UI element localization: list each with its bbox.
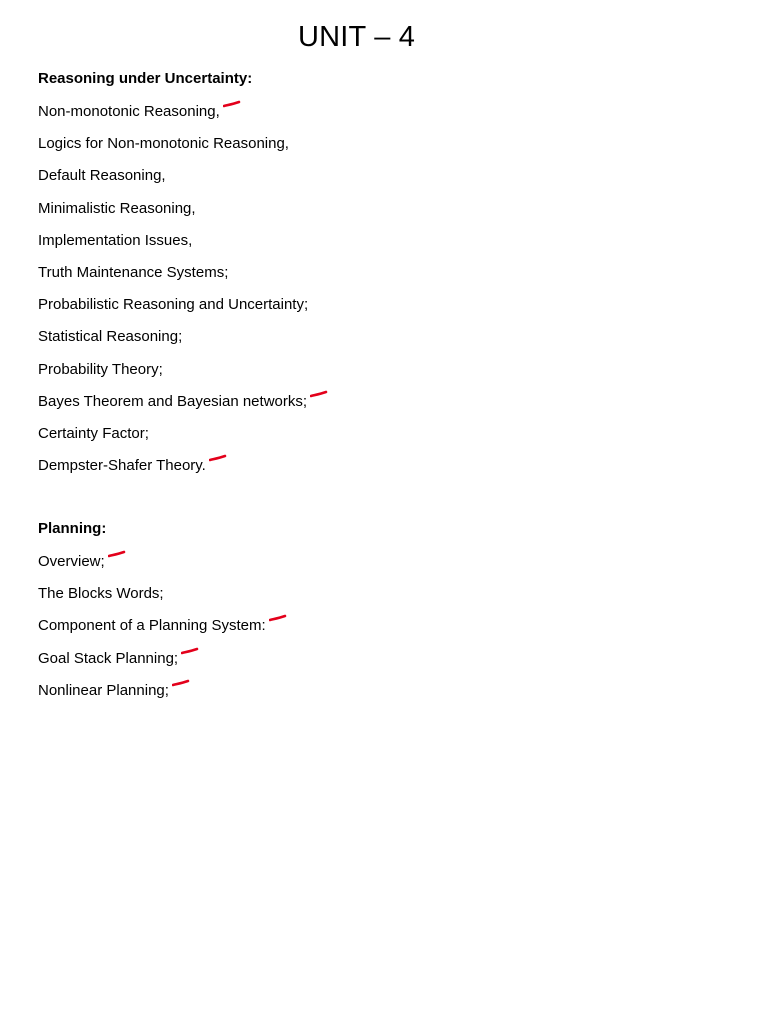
topic-text: Overview; — [38, 553, 105, 570]
list-item — [38, 321, 328, 353]
red-tick-mark-icon — [310, 390, 328, 398]
list-item — [38, 160, 328, 192]
topic-text: Goal Stack Planning; — [38, 649, 179, 667]
topic-text: Certainty Factor; — [38, 424, 149, 442]
section-heading: Reasoning under Uncertainty: — [38, 70, 253, 87]
page-title: UNIT – 4 — [298, 21, 416, 53]
list-item — [38, 289, 328, 321]
topic-list — [38, 546, 287, 707]
list-item — [38, 257, 328, 289]
list-item — [38, 354, 328, 386]
topic-text: Truth Maintenance Systems; — [38, 263, 229, 281]
red-tick-mark-icon — [223, 100, 241, 108]
list-item — [38, 546, 287, 578]
list-item — [38, 96, 328, 128]
topic-text: Dempster-Shafer Theory. — [38, 457, 206, 475]
list-item — [38, 643, 287, 675]
list-item — [38, 193, 328, 225]
list-item — [38, 610, 287, 642]
topic-text: Logics for Non-monotonic Reasoning, — [38, 135, 289, 153]
topic-text: Component of a Planning System: — [38, 617, 266, 635]
topic-text: Minimalistic Reasoning, — [38, 199, 196, 217]
list-item — [38, 675, 287, 707]
list-item — [38, 386, 328, 418]
topic-text: Default Reasoning, — [38, 167, 166, 185]
section-planning — [38, 514, 287, 707]
red-tick-mark-icon — [172, 679, 190, 687]
topic-text: Bayes Theorem and Bayesian networks; — [38, 392, 308, 410]
topic-text: The Blocks Words; — [38, 585, 164, 603]
topic-text: Non-monotonic Reasoning, — [38, 103, 220, 120]
list-item — [38, 225, 328, 257]
topic-list — [38, 96, 328, 482]
topic-text: Statistical Reasoning; — [38, 328, 183, 346]
red-tick-mark-icon — [181, 647, 199, 655]
list-item — [38, 128, 328, 160]
red-tick-mark-icon — [209, 454, 227, 462]
topic-text: Nonlinear Planning; — [38, 681, 169, 699]
red-tick-mark-icon — [108, 550, 126, 558]
section-heading: Planning: — [38, 520, 107, 537]
list-item — [38, 578, 287, 610]
topic-text: Probability Theory; — [38, 360, 163, 378]
topic-text: Probabilistic Reasoning and Uncertainty; — [38, 296, 309, 314]
topic-text: Implementation Issues, — [38, 231, 193, 249]
section-reasoning-under-uncertainty — [38, 64, 328, 482]
red-tick-mark-icon — [269, 614, 287, 622]
list-item — [38, 450, 328, 482]
list-item — [38, 418, 328, 450]
